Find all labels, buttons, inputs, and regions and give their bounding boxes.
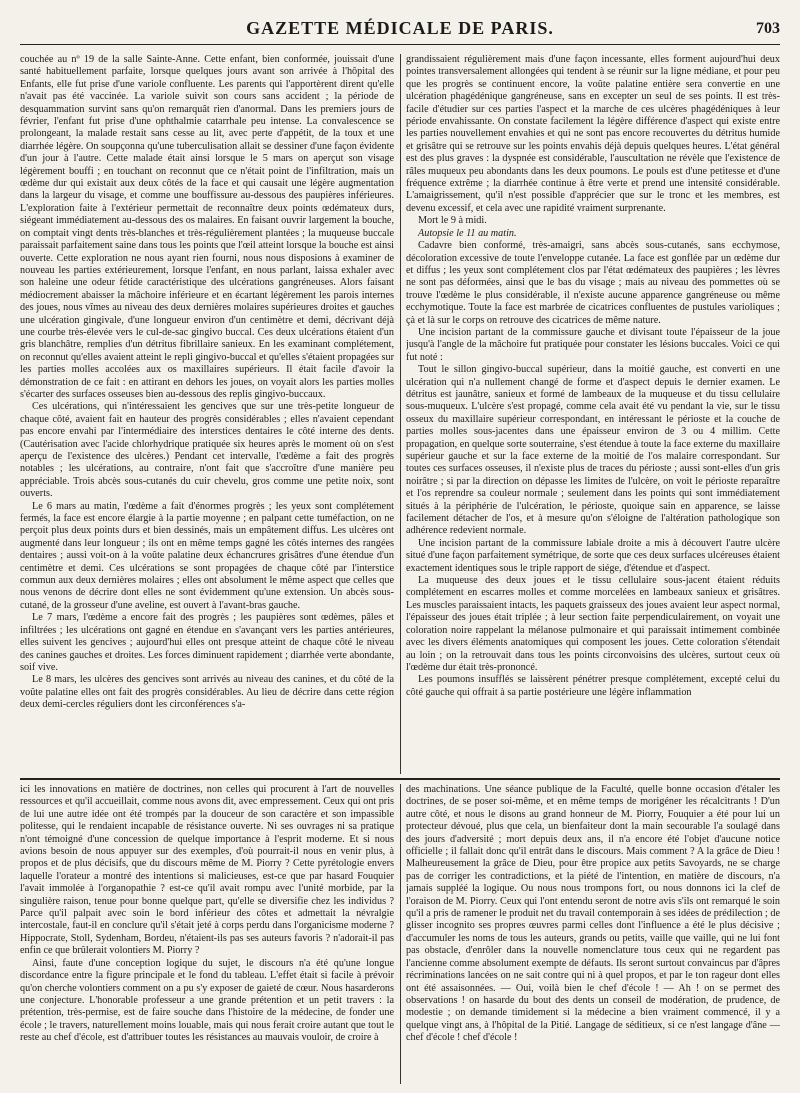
paragraph: Ainsi, faute d'une conception logique du sujet, le discours n'a été qu'une longue discordance entre la figure principale et le fond du tableau. L'effet était si facile à prévoir qu'on cherche volontiers comment on a pu s'y exposer de gaieté de cœur. Nous hasarderons une conjecture. L'honorable professeur a une grande prétention et un petit travers : la prétention, très-permise, est de faire souche dans l'histoire de la médecine, de fonder une école ; le travers, naturellement moins louable, mais qui nous ferait croire autant que tout le reste au chef d'école, est d'attribuer toutes les résistances au mauvais vouloir, de croire à: [20, 957, 394, 1044]
paragraph: Une incision partant de la commissure gauche et divisant toute l'épaisseur de la joue jusqu'à l'angle de la mâchoire fut pratiquée pour constater les lésions buccales. Voici ce qui fut noté :: [406, 326, 780, 363]
paragraph: Les poumons insufflés se laissèrent pénétrer presque complétement, excepté celui du côté gauche qui offrait à sa partie postérieure une légère inflammation: [406, 674, 780, 698]
paragraph: Cadavre bien conformé, très-amaigri, sans abcès sous-cutanés, sans ecchymose, décoloration excessive de toute l'enveloppe cutanée. La face est gonflée par un œdème dur et diffus ; les yeux sont complétement clos par l'état œdémateux des paupières ; les lèvres ne sont pas déformées, ainsi que le bas du visage ; mais au niveau des pommettes où se trouve l'œdème le plus considérable, il n'existe aucune apparence gangréneuse ou même ecchymotique. Toute la face est marbrée de cicatrices confluentes de pustules varioliques ; çà et là sur le corps on retrouve des cicatrices de même nature.: [406, 240, 780, 326]
article-column-top-right: [406, 54, 780, 774]
column-divider: [400, 784, 401, 1084]
section-heading: Autopsie le 11 au matin.: [418, 227, 517, 239]
journal-title: GAZETTE MÉDICALE DE PARIS.: [246, 18, 554, 38]
paragraph: Ces ulcérations, qui n'intéressaient les gencives que sur une très-petite longueur de chaque côté, avaient fait en hauteur des progrès considérables ; elles n'avaient cependant pas encore envahi par l'intermédiaire des interstices dentaires le côté interne des dents. (Cautérisation avec l'acide chlorhydrique pratiquée six heures après le moment où on s'est aperçu de l'existence des ulcères.) Pendant cet intervalle, l'œdème a fait des progrès notables ; les ulcérations, au contraire, n'ont fait que s'accroître d'une manière peu appréciable. Trois abcès sous-cutanés du cuir chevelu, gros comme une petite noix, sont ouverts.: [20, 401, 394, 500]
feuilleton-column-left: [20, 784, 394, 1084]
paragraph: grandissaient régulièrement mais d'une façon incessante, elles forment aujourd'hui deux pointes transversalement allongées qui tendent à se réunir sur la ligne médiane, et pour peu que les progrès se continuent encore, la voûte palatine entière sera convertie en une ulcération phagédénique gangréneuse, sans en excepter un seul de ses points. Il est très-facile d'étudier sur ces parties l'aspect et la marche de ces ulcères phagédéniques à leur période envahissante. On constate facilement la légère différence d'aspect qui existe entre les parties nouvellement envahies et qui ne sont pas encore recouvertes du détritus humide et grisâtre qui se retrouve sur les points envahis déjà depuis quelques heures. L'état général est des plus graves : la dyspnée est considérable, l'auscultation ne révèle que l'existence de râles muqueux peu abondants dans les deux poumons. Le pouls est d'une petitesse et d'une fréquence extrême ; la diarrhée continue à être verte et prend une intensité considérable. L'amaigrissement, qu'il n'est possible d'apprécier que sur le tronc et les membres, est devenu excessif, et cela avec une rapidité vraiment surprenante.: [406, 54, 780, 214]
paragraph: Le 6 mars au matin, l'œdème a fait d'énormes progrès ; les yeux sont complétement fermés, la face est encore élargie à la partie moyenne ; en palpant cette tuméfaction, on ne perçoit plus deux points durs et bien dessinés, mais un empâtement diffus. Les ulcères ont augmenté dans leur longueur ; ils ont en même temps gagné les côtés internes des rangées dentaires ; aussi voit-on à la voûte palatine deux échancrures grisâtres d'une étendue d'un centimètre et demi. Ces ulcérations se sont propagées de chaque côté par l'interstice commun aux deux dernières molaires ; elles ont absolument le même aspect que celles que nous venons de décrire dont elles ne sont évidemment qu'une extension. Un abcès sous-cutané, de la grosseur d'une aveline, est ouvert à l'avant-bras gauche.: [20, 500, 394, 611]
paragraph: Le 7 mars, l'œdème a encore fait des progrès ; les paupières sont œdèmes, pâles et infiltrées ; les ulcérations ont gagné en étendue en s'avançant vers les parties antérieures, elles suivent les gencives ; aujourd'hui elles ont presque atteint de chaque côté le niveau des canines gauches et droites. Les forces diminuent rapidement ; diarrhée verte abondante, soif vive.: [20, 612, 394, 673]
paragraph: Une incision partant de la commissure labiale droite a mis à découvert l'autre ulcère situé d'une façon parfaitement symétrique, de sorte que ces deux surfaces ulcéreuses étaient exactement identiques sous le triple rapport de siége, d'étendue et d'aspect.: [406, 537, 780, 574]
paragraph: Le 8 mars, les ulcères des gencives sont arrivés au niveau des canines, et du côté de la voûte palatine elles ont fait des progrès considérables. Au lieu de décrire dans cette région deux demi-cercles réguliers dont les circonférences s'a-: [20, 674, 394, 711]
paragraph: des machinations. Une séance publique de la Faculté, quelle bonne occasion d'étaler les doctrines, de se poser soi-même, et en même temps de morigéner les récalcitrants ! D'un autre côté, et nous le disons au grand honneur de M. Piorry, Fouquier a été pour lui un protecteur dévoué, plus que cela, un bienfaiteur dont la main secourable l'a soulagé dans des jours d'adversité ; mort depuis deux ans, il n'a encore été l'objet d'aucune notice officielle ; il fallait donc qu'il entrât dans le discours. Mais comment ? A la grâce de Dieu ! Malheureusement la grâce de Dieu, pour être propice aux petits Savoyards, ne se charge pas de corriger les contradictions, et la piété de l'intention, en matière de discours, n'a jamais suppléé la logique. Ou nous nous trompons fort, ou nous donnons ici la clef de l'oraison de M. Piorry. Ceux qui l'ont entendu seront de notre avis s'ils ont remarqué le soin qu'il a pris de ramener le produit net du travail contemporain à ses idées de prédilection ; de glisser incognito ses propres œuvres parmi celles dont l'influence a été le plus décisive ; d'accumuler les noms de tous les auteurs, grands ou petits, vaille que vaille, qui ne lui font pas obstacle, d'enrôler dans la nouvelle nomenclature tous ceux qui ne regardent pas l'ancienne comme absolument exempte de défauts. Ils seront surtout convaincus par d'âpres récriminations lancées on ne sait contre qui ni à quel propos, et par le ton rageur dont elles ont été assaisonnées. — Oui, voilà bien le chef d'école ! — Ah ! on se permet des observations ! on hasarde du bout des dents un conseil de modération, de prudence, de modestie ; on demande timidement si la médecine a bien vraiment commencé, il y a quelque vingt ans, à l'hôpital de la Pitié. Langage de séditieux, si ce n'est langage d'âne — chef d'école ! chef d'école !: [406, 784, 780, 1044]
header-rule: [20, 44, 780, 45]
paragraph: couchée au nº 19 de la salle Sainte-Anne. Cette enfant, bien conformée, jouissait d'une santé habituellement parfaite, lorsque quelques jours avant son arrivée à l'hôpital des Enfants, elle fut prise d'une variole confluente. Les parents qui l'apportèrent dirent qu'elle n'avait pas été vaccinée. La variole suivit son cours sans accident ; la période de desquammation survint sans qu'on remarquât rien d'anormal. Dans les premiers jours de février, l'enfant fut prise d'une ophthalmie catarrhale peu intense. La convalescence se prolongeant, la malade restait sans cesse au lit, avec perte d'appétit, de la toux et une diarrhée légère. On soupçonna qu'une tuberculisation allait se dessiner d'une façon évidente d'un jour à l'autre. Cette malade était ainsi lorsque le 5 mars on aperçut son visage légèrement bouffi ; en touchant on reconnut que ce n'était point de l'infiltration, mais un œdème dur qui existait aux deux côtés de la face et qui causait une légère augmentation dans la largeur du visage, et comme une bouffissure au-dessous des paupières inférieures. L'exploration faite à l'extérieur permettait de reconnaître deux points œdémateux durs, siégeant immédiatement au-dessous des os malaires. En faisant ouvrir largement la bouche, on comptait vingt dents très-blanches et très-régulièrement plantées ; la muqueuse buccale paraissait parfaitement saine dans tous les points que l'œil atteint lorsque la bouche est ainsi ouverte. Cette exploration ne nous ayant rien fourni, nous nous disposions à examiner de nouveau les parties extérieurement, lorsque l'enfant, en nous parlant, laissa exhaler avec son haleine une odeur fétide caractéristique des ulcérations gangréneuses. Alors faisant médiocrement abaisser la mâchoire inférieure et en écartant légèrement les parois internes des joues, nous vîmes au niveau des deux dernières molaires supérieures droites et gauches une ulcération gingivale, d'une longueur environ d'un centimètre et demi, décrivant déjà une courbe très-élevée vers le cul-de-sac gingivo buccal. Ces deux ulcérations étaient d'un gris blanchâtre, remplies d'un détritus fibrillaire sanieux. En les examinant complétement, on reconnut qu'elles avaient atteint le repli gingivo-buccal et qu'elles s'étaient propagées sur les parties molles accolées aux os maxillaires supérieurs. Il était facile d'avoir la démonstration de ce fait : en attirant en dehors les joues, on voyait alors les parties molles s'écarter des surfaces osseuses bien au-dessous des replis gingivo-buccaux.: [20, 54, 394, 400]
page-header: [20, 18, 780, 40]
paragraph: Tout le sillon gingivo-buccal supérieur, dans la moitié gauche, est converti en une ulcération qui n'a nullement changé de forme et d'aspect depuis le dernier examen. Le détritus est jaunâtre, sanieux et formé de lambeaux de la muqueuse et du tissu cellulaire sous-muqueux. L'ulcère s'est propagé, comme cela avait été vu pendant la vie, sur le tissu osseux du maxillaire supérieur correspondant, en intéressant le périoste et la couche de parties molles sous-jacentes dans une épaisseur environ de 3 ou 4 millim. Cette propagation, en quelque sorte souterraine, s'est étendue à toute la face externe du maxillaire supérieur gauche et sur la face externe de la moitié de l'os malaire correspondant. Sur toutes ces surfaces osseuses, il n'existe plus de traces du périoste ; aussi sont-elles d'un gris noirâtre ; si par la direction on dépasse les limites de l'ulcère, on voit le périoste reparaître et l'os reprendre sa couleur normale ; seulement dans les points qui sont immédiatement situés à la périphérie de l'ulcération, le périoste, quoique sain en apparence, se laisse facilement détacher de l'os, et à mesure qu'on s'éloigne de l'altération pathologique son adhérence redevient normale.: [406, 364, 780, 537]
date-line: Mort le 9 à midi.: [418, 215, 487, 227]
feuilleton-column-right: [406, 784, 780, 1084]
column-divider: [400, 54, 401, 774]
paragraph: La muqueuse des deux joues et le tissu cellulaire sous-jacent étaient réduits complétement en escarres molles et comme morcelées en lambeaux sanieux et grisâtres. Les muscles paraissaient intacts, les paquets graisseux des joues avaient leur aspect normal, l'épaisseur des joues était triplée ; à leur section faite perpendiculairement, on voyait une coloration noire rappelant la mélanose pulmonaire et qui paraissait intimement combinée avec les divers éléments anatomiques qui composent les joues. Cette coloration s'étendait au loin ; on la retrouvait dans tous les points circonvoisins des ulcères, surtout ceux où l'œdème dur était très-prononcé.: [406, 575, 780, 673]
page-number: 703: [756, 20, 780, 37]
paragraph: ici les innovations en matière de doctrines, non celles qui procurent à l'art de nouvelles ressources et qu'il accueillait, comme nous avons dit, avec empressement. Ceux qui ont pris de lui une autre idée ont été trompés par la douceur de son caractère et son impassible politesse, qui le rendaient incapable de résistance ouverte. Ni ses ouvrages ni sa pratique n'ont témoigné d'une concession de quelque importance à l'esprit moderne. Et si nous avions besoin de nous appuyer sur des exemples, d'où pourrait-il nous en venir plus, à propos et de plus décisifs, que du discours même de M. Piorry ? Cette pyrétologie envers laquelle l'orateur a montré des intentions si malicieuses, est-ce que par hasard Fouquier l'avait immolée à l'organopathie ? est-ce qu'il avait rompu avec l'unité morbide, par la singulière raison, tenue pour bonne quelque part, qu'elle se diversifie chez les individus ? Parce qu'il palpait avec soin le bord inférieur des côtes et admettait la névralgie intercostale, faut-il en conclure qu'il s'était jeté à corps perdu dans l'organicisme moderne ? Hippocrate, Stoll, Sydenham, Bordeu, n'étaient-ils pas ses auteurs favoris ? n'adorait-il pas enfin ce que brûlerait volontiers M. Piorry ?: [20, 784, 394, 957]
section-rule: [20, 778, 780, 780]
article-column-top-left: [20, 54, 394, 774]
